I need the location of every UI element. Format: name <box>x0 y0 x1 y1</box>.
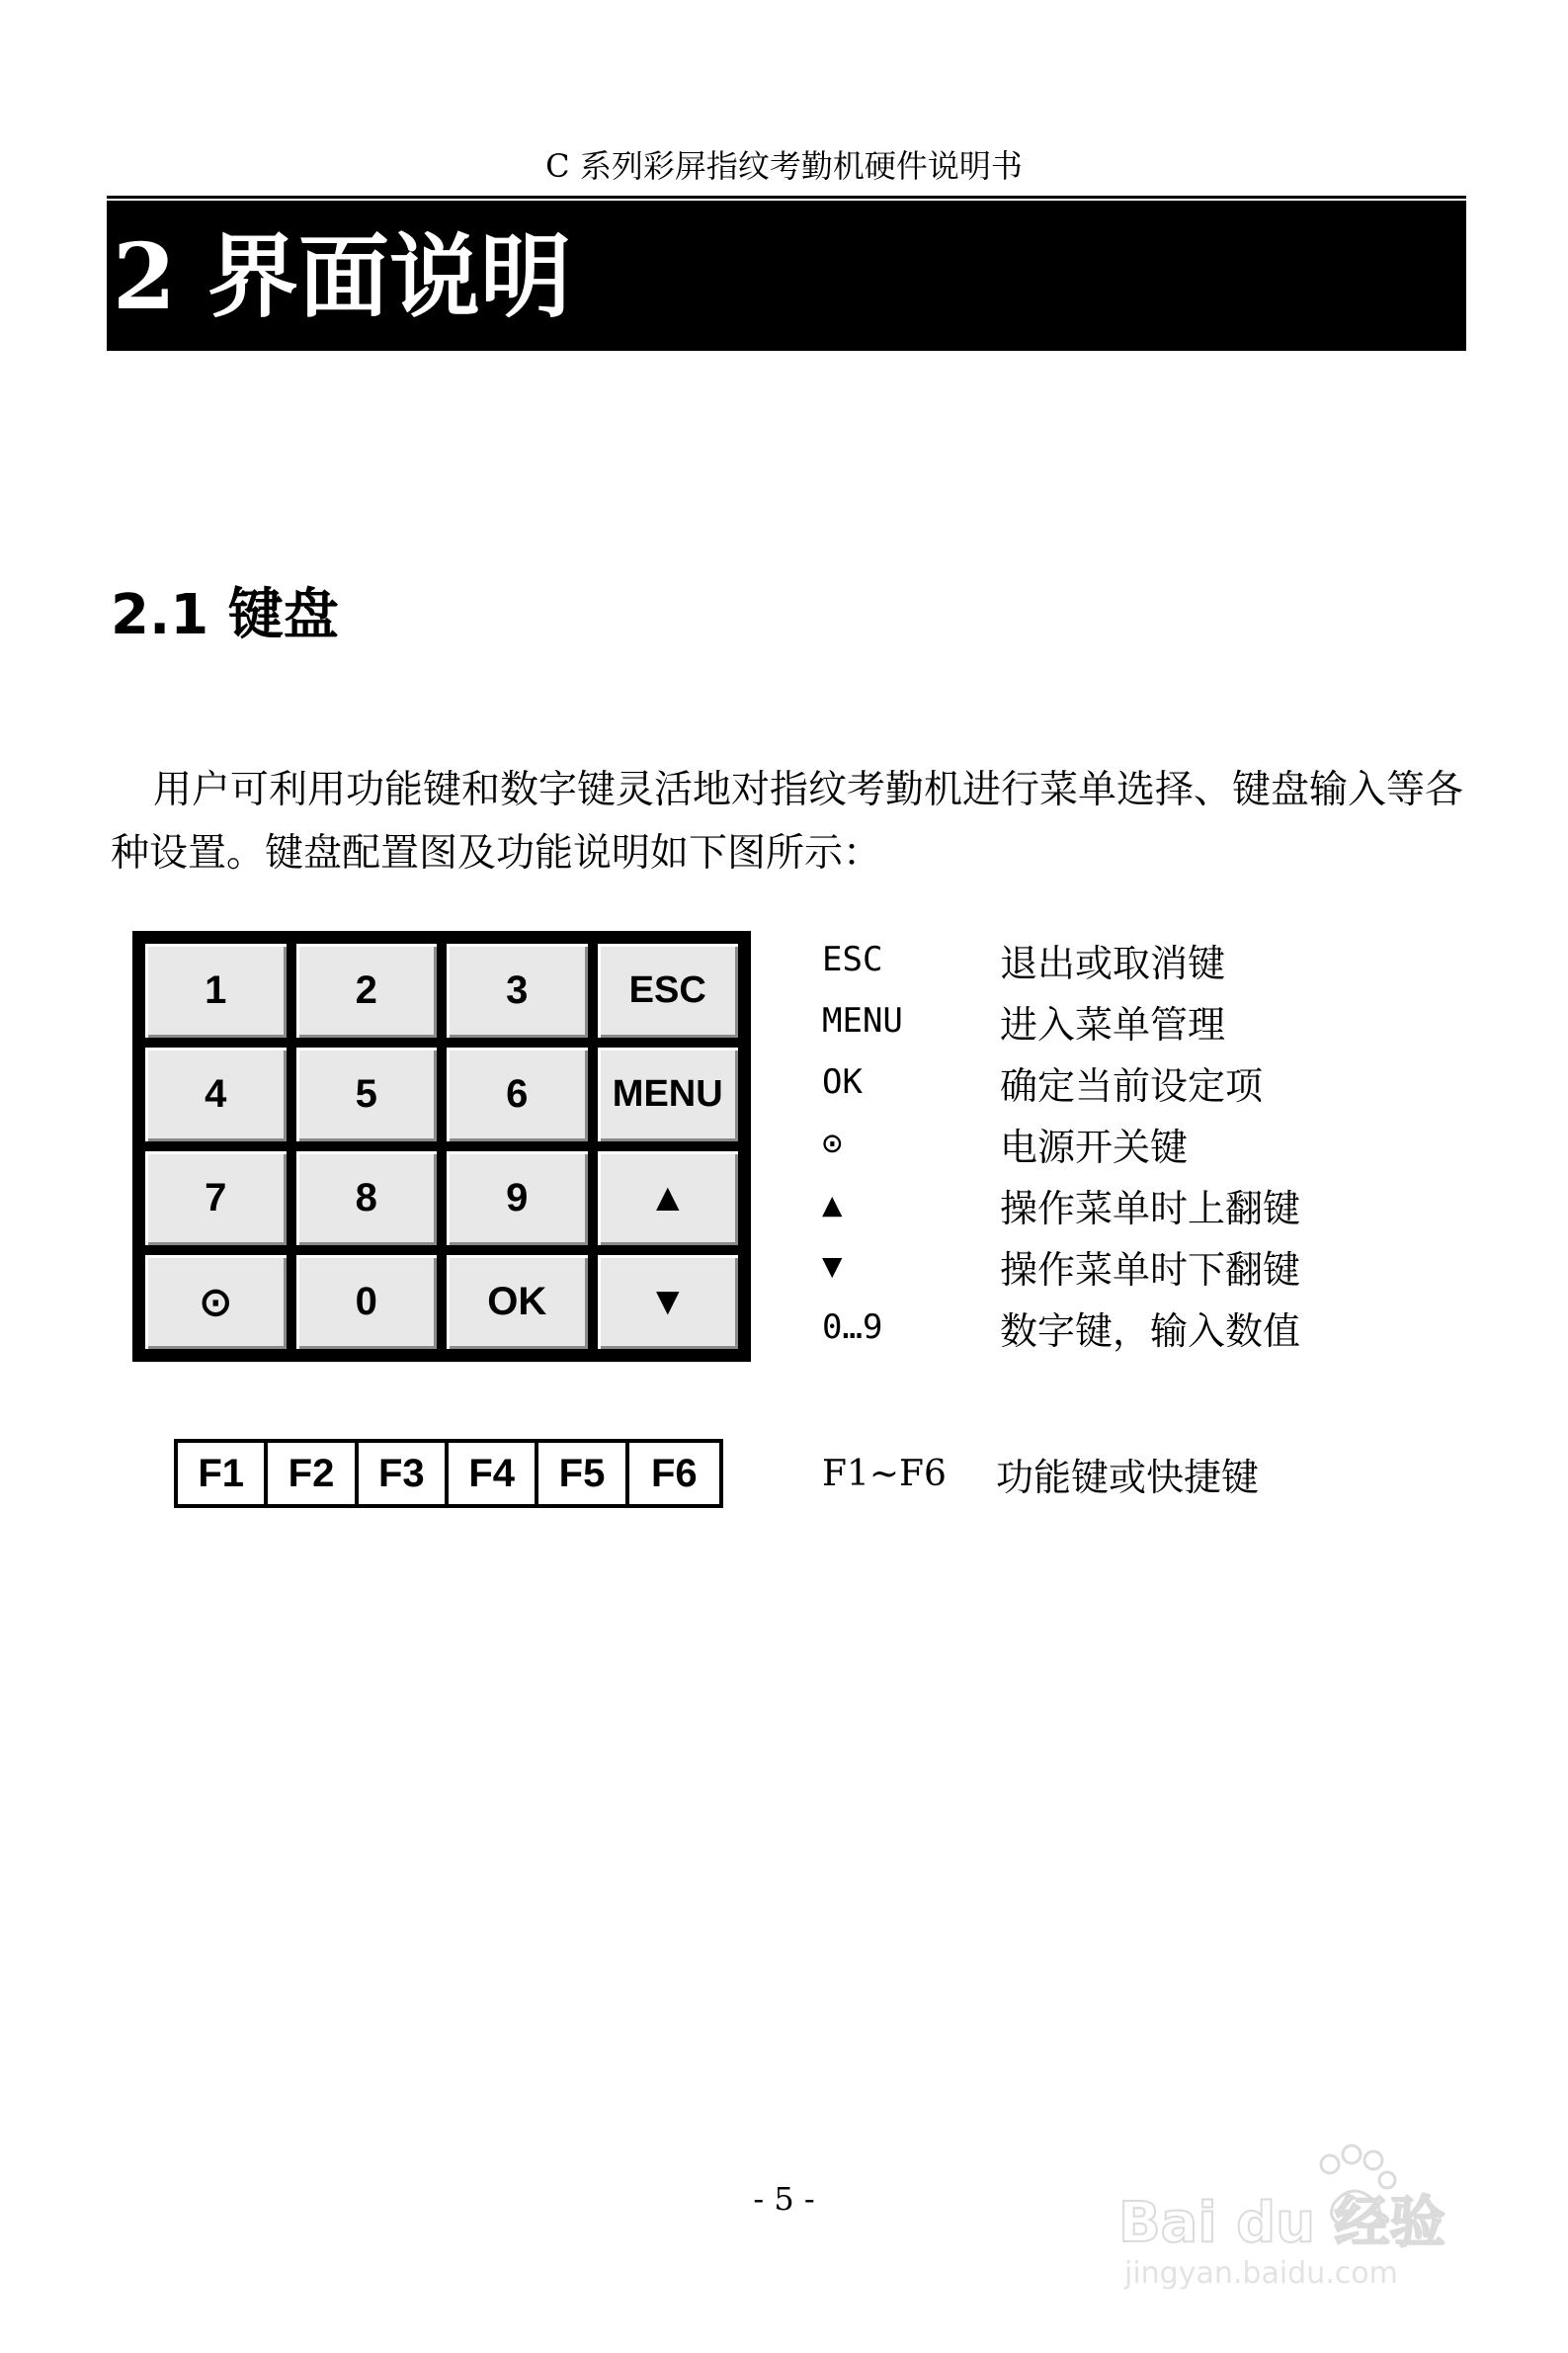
key-ok: OK <box>444 1252 591 1352</box>
function-keys-diagram <box>174 1439 723 1508</box>
key-f1: F1 <box>178 1443 268 1504</box>
section-heading: 2.1 键盘 <box>111 583 339 647</box>
key-8: 8 <box>293 1148 441 1248</box>
key-2: 2 <box>293 941 441 1041</box>
legend-key: ESC <box>822 940 883 979</box>
header-rule <box>107 196 1466 199</box>
key-5: 5 <box>293 1045 441 1144</box>
key-up-arrow-icon: ▲ <box>595 1148 742 1248</box>
legend-row <box>822 1174 1435 1235</box>
key-f2: F2 <box>268 1443 358 1504</box>
power-icon: ⊙ <box>822 1124 843 1163</box>
legend-row <box>822 1051 1435 1113</box>
watermark-url: jingyan.baidu.com <box>1124 2256 1398 2291</box>
key-menu: MENU <box>595 1045 742 1144</box>
legend-desc: 进入菜单管理 <box>1000 1002 1226 1047</box>
intro-paragraph <box>111 759 1464 885</box>
key-power-icon: ⊙ <box>142 1252 289 1352</box>
legend-row <box>822 1235 1435 1297</box>
key-f4: F4 <box>449 1443 538 1504</box>
legend-desc: 数字键，输入数值 <box>1000 1308 1301 1353</box>
legend-desc: 确定当前设定项 <box>1000 1063 1264 1108</box>
legend-desc: 操作菜单时下翻键 <box>1000 1247 1301 1292</box>
up-arrow-icon: ▲ <box>822 1185 843 1224</box>
legend-key: MENU <box>822 1001 903 1041</box>
keypad-diagram <box>132 931 751 1362</box>
legend-row <box>822 990 1435 1051</box>
legend-row <box>822 929 1435 990</box>
key-f6: F6 <box>650 1451 698 1495</box>
chapter-title: 2 界面说明 <box>113 223 572 330</box>
legend-desc: 操作菜单时上翻键 <box>1000 1186 1301 1230</box>
legend-key: 0…9 <box>822 1307 883 1347</box>
legend-key: OK <box>822 1062 863 1102</box>
legend-desc: 退出或取消键 <box>1000 941 1226 985</box>
running-header: C 系列彩屏指纹考勤机硬件说明书 <box>545 147 1023 185</box>
legend-key: F1~F6 <box>822 1453 947 1494</box>
down-arrow-icon: ▼ <box>822 1246 843 1286</box>
key-4: 4 <box>142 1045 289 1144</box>
key-legend <box>822 929 1435 1358</box>
key-f5: F5 <box>538 1443 628 1504</box>
intro-text: 用户可利用功能键和数字键灵活地对指纹考勤机进行菜单选择、键盘输入等各种设置。键盘配置图及功能说明如下图所示： <box>111 768 1464 876</box>
legend-row <box>822 1297 1435 1358</box>
key-esc: ESC <box>595 941 742 1041</box>
watermark-brand: Bai du 经验 <box>1118 2191 1445 2255</box>
key-0: 0 <box>293 1252 441 1352</box>
baidu-watermark-logo <box>1114 2135 1470 2293</box>
key-3: 3 <box>444 941 591 1041</box>
key-7: 7 <box>142 1148 289 1248</box>
function-key-legend <box>822 1443 1259 1504</box>
key-1: 1 <box>142 941 289 1041</box>
key-f3: F3 <box>359 1443 449 1504</box>
legend-desc: 功能键或快捷键 <box>996 1455 1260 1499</box>
key-6: 6 <box>444 1045 591 1144</box>
key-down-arrow-icon: ▼ <box>595 1252 742 1352</box>
page-number: - 5 - <box>753 2180 815 2218</box>
key-9: 9 <box>444 1148 591 1248</box>
legend-row <box>822 1113 1435 1174</box>
chapter-banner <box>107 201 1466 351</box>
legend-desc: 电源开关键 <box>1000 1125 1189 1169</box>
